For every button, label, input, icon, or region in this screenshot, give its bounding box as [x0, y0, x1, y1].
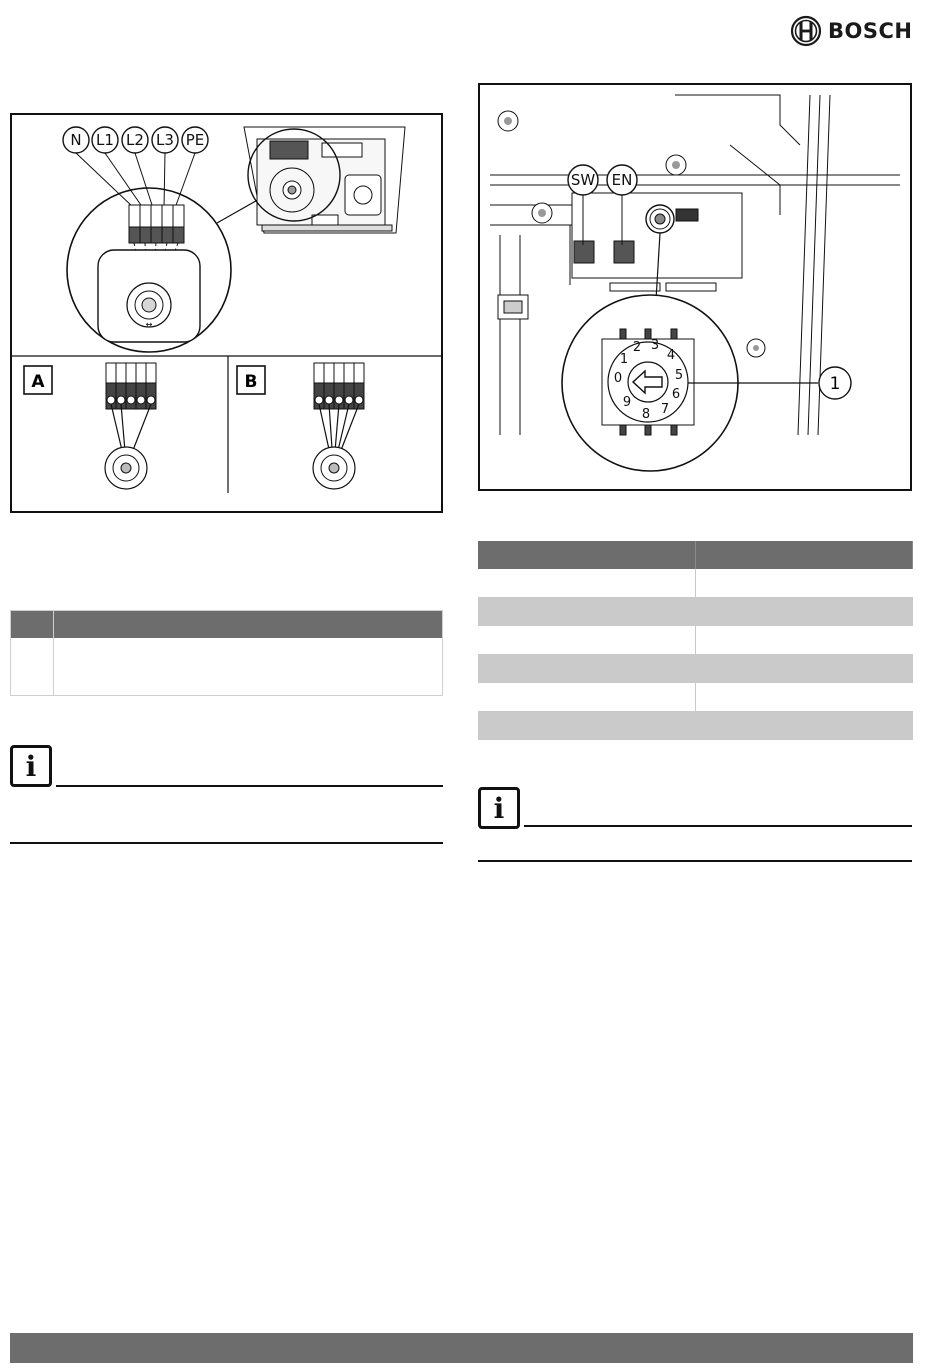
rotary-switch-figure — [478, 83, 912, 491]
variant-b-diagram — [237, 363, 364, 489]
svg-text:2: 2 — [632, 340, 642, 355]
terminal-label-en — [607, 165, 637, 195]
footer-bar — [10, 1333, 913, 1363]
wiring-illustration — [12, 115, 441, 511]
svg-text:N: N — [70, 131, 82, 149]
brand-name: BOSCH — [828, 19, 913, 43]
info-note-right — [478, 787, 912, 863]
info-note-left — [10, 745, 443, 845]
svg-text:B: B — [244, 372, 258, 392]
terminal-label-sw — [568, 165, 598, 195]
svg-text:PE: PE — [185, 131, 205, 149]
svg-text:SW: SW — [570, 171, 596, 189]
rotary-switch-illustration — [480, 85, 910, 489]
table-row — [478, 626, 913, 655]
table-header — [478, 541, 913, 569]
brand-logo — [790, 14, 912, 48]
terminal-label-pe — [182, 127, 208, 153]
variant-a-diagram — [24, 363, 156, 489]
table-row — [478, 712, 913, 741]
terminal-label-l1 — [92, 127, 118, 153]
info-icon: i — [10, 745, 52, 787]
svg-text:A: A — [31, 372, 45, 392]
svg-text:L2: L2 — [126, 131, 144, 149]
svg-text:L1: L1 — [96, 131, 114, 149]
bosch-armature-icon — [790, 15, 822, 47]
table-row — [478, 569, 913, 598]
legend-table-header — [11, 611, 442, 638]
svg-text:7: 7 — [660, 402, 670, 417]
svg-text:3: 3 — [650, 338, 660, 353]
svg-text:5: 5 — [674, 368, 684, 383]
svg-text:4: 4 — [666, 348, 676, 363]
svg-text:6: 6 — [671, 387, 681, 402]
svg-text:L3: L3 — [156, 131, 174, 149]
svg-text:9: 9 — [622, 395, 632, 410]
table-row — [478, 683, 913, 712]
terminal-label-l3 — [152, 127, 178, 153]
svg-text:0: 0 — [613, 371, 623, 386]
callout-1 — [819, 367, 851, 399]
wiring-figure — [10, 113, 443, 513]
table-row — [478, 655, 913, 684]
svg-text:EN: EN — [611, 171, 633, 189]
svg-text:1: 1 — [619, 352, 629, 367]
svg-text:↔: ↔ — [145, 320, 153, 329]
switch-settings-table — [478, 541, 913, 740]
svg-text:8: 8 — [641, 407, 651, 422]
info-icon: i — [478, 787, 520, 829]
terminal-label-l2 — [122, 127, 148, 153]
svg-text:1: 1 — [829, 374, 841, 394]
terminal-label-n — [63, 127, 89, 153]
legend-table — [10, 610, 443, 696]
table-row — [478, 598, 913, 627]
